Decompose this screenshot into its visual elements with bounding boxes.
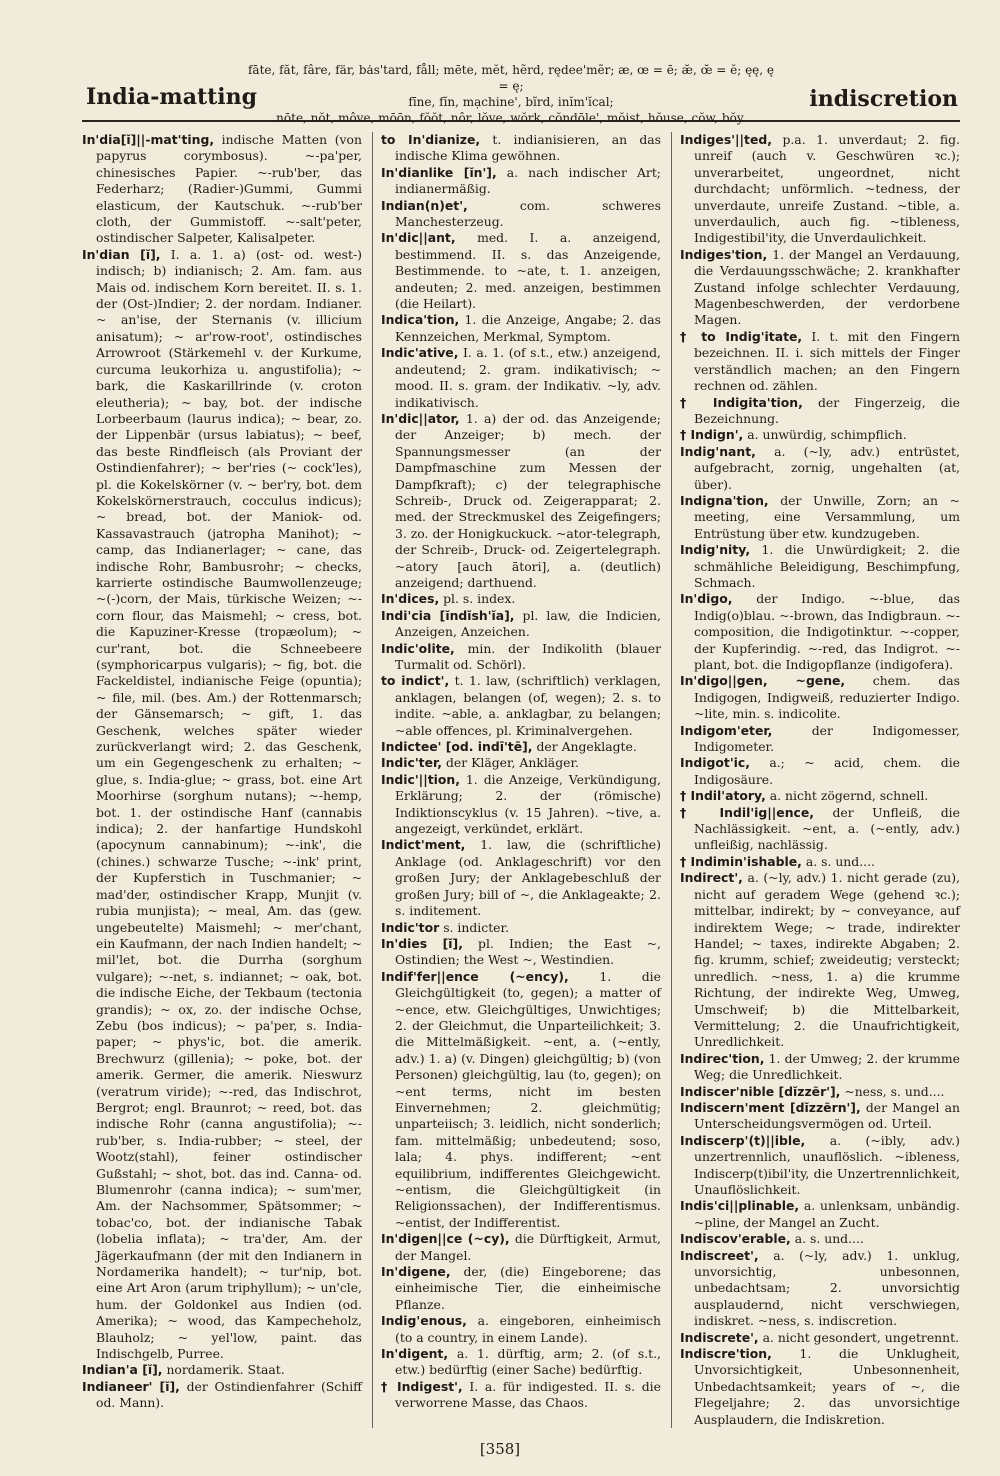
entry-headword: Indic'ative, xyxy=(381,345,459,361)
pronunciation-key-line: nōte, nŏt, môve, mōōn, fŏŏt, nôr, lŏve, wŏrk, cŏndōle', mŏist, hŏuse, cŏw, bŏy. xyxy=(276,111,746,125)
entry-columns xyxy=(82,132,960,1428)
entry-headword: Indiges'tion, xyxy=(680,246,768,262)
entry-headword: In'dia[ĭ]||-mat'ting, xyxy=(82,132,215,147)
dictionary-entry xyxy=(680,1083,960,1100)
entry-headword: Indict'ment, xyxy=(381,837,466,853)
entry-definition: a. nicht zögernd, schnell. xyxy=(769,788,929,804)
dictionary-entry xyxy=(381,230,661,312)
entry-headword: Indiges'||ted, xyxy=(680,132,772,147)
entry-headword: In'digen||ce (~cy), xyxy=(381,1231,510,1247)
entry-headword: † Indil'ig||ence, xyxy=(680,804,814,820)
entry-definition: a. (~ly, adv.) 1. unklug, unvorsichtig, unbesonnen, unbedachtsam; 2. unvorsichtig ausplaudernd, nicht verschwiegen, indiskret. ~ness, s. indiscretion. xyxy=(694,1247,960,1329)
entry-definition: pl. Indien; the East ~, Ostindien; the West ~, Westindien. xyxy=(395,935,661,968)
entry-definition: I. a. 1. a) (ost- od. west-) indisch; b) indianisch; 2. Am. fam. aus Mais od. indischem Korn bereitet. II. s. 1. der (Ost-)Indier; 2. der nordam. Indianer. ~ an'ise, der Sternanis (v. illicium anisatum); ~ ar'row-root', ostindisches Arrowroot (Stärkemehl v. der Kurkume, curcuma leukorhiza u. angustifolia); ~ bark, die Kaskarillrinde (v. croton eleutheria); ~ bay, bot. der indische Lorbeerbaum (laurus indica); ~ bear, zo. der Lippenbär (ursus labiatus); ~ beef, das beste Rindfleisch (als Proviant der Ostindienfahrer); ~ ber'ries (~ cock'les), pl. die Kokelskörner (v. ~ ber'ry, bot. dem Kokelskörnerstrauch, cocculus indicus); ~ bread, bot. der Maniok- od. Kassavastrauch (jatropha Manihot); ~ camp, das Indianerlager; ~ cane, das indische Rohr, Bambusrohr; ~ checks, karrierte ostindische Baumwollenzeuge; ~(-)corn, der Mais, türkische Weizen; ~-corn flour, das Maismehl; ~ cress, bot. die Kapuziner-Kresse (tropæolum); ~ cur'rant, bot. die Schneebeere (symphoricarpus vulgaris); ~ fig, bot. die Fackeldistel, indianische Feige (opuntia); ~ file, mil. (bes. Am.) der Rottenmarsch; der Gänsemarsch; ~ gift, 1. das Geschenk, welches später wieder zurückverlangt wird; 2. das Geschenk, um ein Gegengeschenk zu erhalten; ~ glue, s. India-glue; ~ grass, bot. eine Art Moorhirse (sorghum nutans); ~-hemp, bot. 1. der ostindische Hanf (cannabis indica); 2. der hanfartige Hundskohl (apocynum cannabinum); ~-ink', die (chines.) schwarze Tusche; ~-ink' print, der Kupferstich in Tuschmanier; ~ mad'der, ostindischer Krapp, Munjit (v. rubia munjista); ~ meal, Am. das (gew. ungebeutelte) Maismehl; ~ mer'chant, ein Kaufmann, der nach Indien handelt; ~ mil'let, bot. die Durrha (sorghum vulgare); ~-net, s. indiannet; ~ oak, bot. die indische Eiche, der Tekbaum (tectonia grandis); ~ ox, zo. der indische Ochse, Zebu (bos indicus); ~ pa'per, s. India-paper; ~ phys'ic, bot. die amerik. Brechwurz (gillenia); ~ poke, bot. der amerik. Germer, die amerik. Nieswurz (veratrum viride); ~-red, das Indischrot, Bergrot; engl. Braunrot; ~ reed, bot. das indische Rohr (canna angustifolia); ~-rub'ber, s. India-rubber; ~ steel, der Wootz(stahl), feiner ostindischer Gußstahl; ~ shot, bot. das ind. Canna- od. Blumenrohr (canna indica); ~ sum'mer, Am. der Nachsommer, Spätsommer; ~ tobac'co, bot. der indianische Tabak (lobelia inflata); ~ tra'der, Am. der Jägerkaufmann (der mit den Indianern in Nordamerika handelt); ~ tur'nip, bot. eine Art Aron (arum triphyllum); ~ un'cle, hum. der Goldonkel aus Indien (od. Amerika); ~ wood, das Kampecheholz, Blauholz; ~ yel'low, paint. das Indischgelb, Purree. xyxy=(96,246,362,1362)
entry-definition: a. eingeboren, einheimisch (to a country, in einem Lande). xyxy=(395,1313,661,1345)
entry-headword: In'dies [ĭ], xyxy=(381,935,463,951)
dictionary-entry xyxy=(381,919,661,936)
dictionary-entry xyxy=(381,1346,661,1379)
column-1 xyxy=(82,132,362,1428)
entry-headword: In'digent, xyxy=(381,1346,449,1362)
entry-definition: der Indigo. ~-blue, das Indig(o)blau. ~-brown, das Indigbraun. ~-composition, die Indigotinktur. ~-copper, der Kupferindig. ~-red, das Indigrot. ~-plant, bot. die Indigopflanze (indigofera). xyxy=(694,591,960,672)
entry-definition: a. s. und.... xyxy=(794,1231,864,1247)
entry-headword: † Indigest', xyxy=(381,1378,463,1394)
entry-headword: Indigna'tion, xyxy=(680,492,769,508)
dictionary-entry xyxy=(381,935,661,969)
entry-headword: In'digene, xyxy=(381,1264,451,1280)
entry-headword: Indig'nant, xyxy=(680,443,756,459)
dictionary-entry xyxy=(680,1329,960,1346)
entry-headword: Indirect', xyxy=(680,870,743,886)
dictionary-entry xyxy=(680,870,960,1050)
dictionary-entry xyxy=(381,640,661,674)
entry-definition: nordamerik. Staat. xyxy=(166,1362,285,1378)
entry-definition: der Kläger, Ankläger. xyxy=(445,755,579,771)
entry-definition: a. unlenksam, unbändig. ~pline, der Mangel an Zucht. xyxy=(694,1198,960,1230)
dictionary-entry xyxy=(680,1132,960,1199)
entry-definition: a. (~ly, adv.) 1. nicht gerade (zu), nicht auf geradem Wege (gehend ꝛc.); mittelbar, indirekt; by ~ conveyance, auf indirektem Wege; ~ trade, indirekter Handel; ~ taxes, indirekte Abgaben; 2. fig. krumm, schief; zweideutig; versteckt; unredlich. ~ness, 1. a) die krumme Richtung, der indirekte Weg, Umweg, Umschweif; b) die Mittelbarkeit, Vermittelung; 2. die Unaufrichtigkeit, Unredlichkeit. xyxy=(694,870,960,1050)
entry-headword: Indictee' [od. indī'tē], xyxy=(381,739,533,755)
entry-headword: Indiscov'erable, xyxy=(680,1231,791,1247)
entry-headword: In'digo, xyxy=(680,591,733,607)
entry-definition: I. a. 1. (of s.t., etw.) anzeigend, andeutend; 2. gram. indikativisch; ~ mood. II. s. gram. der Indikativ. ~ly, adv. indikativisch. xyxy=(395,345,661,410)
dictionary-entry xyxy=(680,1198,960,1231)
dictionary-entry xyxy=(381,1378,661,1412)
entry-definition: 1. der Mangel an Verdauung, die Verdauungsschwäche; 2. krankhafter Zustand infolge schlechter Verdauung, Magenbeschwerden, der verdorbene Magen. xyxy=(694,246,960,328)
dictionary-entry xyxy=(381,1313,661,1346)
dictionary-entry xyxy=(381,1231,661,1264)
dictionary-entry xyxy=(381,132,662,165)
entry-definition: 1. a) der od. das Anzeigende; der Anzeiger; b) mech. der Spannungsmesser (an der Dampfmaschine zum Messen der Dampfkraft); c) der telegraphische Schreib-, Druck od. Zeigerapparat; 2. med. der Streckmuskel des Zeigefingers; 3. zo. der Honigkuckuck. ~ator-telegraph, der Schreib-, Druck- od. Zeigertelegraph. ~atory [auch ātori], a. (deutlich) anzeigend; darthuend. xyxy=(395,410,661,590)
entry-definition: 1. die Unklugheit, Unvorsichtigkeit, Unbesonnenheit, Unbedachtsamkeit; years of ~, die Flegeljahre; 2. das unvorsichtige Ausplaudern, die Indiskretion. xyxy=(694,1346,960,1427)
dictionary-entry xyxy=(680,492,960,542)
dictionary-entry xyxy=(680,788,960,804)
dictionary-entry xyxy=(381,607,661,641)
entry-headword: † Indign', xyxy=(680,427,744,443)
entry-definition: 1. die Anzeige, Verkündigung, Erklärung; 2. der (römische) Indiktionscyklus (v. 15 Jahren). ~tive, a. angezeigt, verkündet, erklärt. xyxy=(395,771,661,837)
entry-headword: † Indigita'tion, xyxy=(680,394,803,410)
dictionary-entry xyxy=(381,755,661,771)
dictionary-entry xyxy=(680,132,960,247)
dictionary-entry xyxy=(381,1264,661,1313)
entry-definition: I. t. mit den Fingern bezeichnen. II. i. sich mittels der Finger verständlich machen; an den Fingern rechnen od. zählen. xyxy=(694,328,960,394)
entry-headword: In'digo||gen, ~gene, xyxy=(680,673,846,689)
entry-headword: Indif'fer||ence (~ency), xyxy=(381,968,569,984)
guide-word-right: indiscretion xyxy=(809,86,958,112)
entry-headword: Indiscreet', xyxy=(680,1247,759,1263)
pronunciation-key-line: fīne, fĭn, mạchine', bĩrd, inĭm'ĭcal; xyxy=(408,95,614,109)
entry-headword: † to Indig'itate, xyxy=(680,328,803,344)
entry-headword: Indig'nity, xyxy=(680,542,751,558)
entry-headword: Indiscrete', xyxy=(680,1329,759,1345)
entry-definition: ~ness, s. und.... xyxy=(844,1083,945,1099)
dictionary-entry xyxy=(680,1231,960,1247)
entry-definition: t. indianisieren, an das indische Klima gewöhnen. xyxy=(395,132,662,164)
dictionary-entry xyxy=(680,246,960,329)
dictionary-entry xyxy=(82,246,362,1363)
entry-definition: 1. der Umweg; 2. der krumme Weg; die Unredlichkeit. xyxy=(694,1050,960,1083)
entry-definition: der Indigomesser, Indigometer. xyxy=(694,722,960,755)
entry-headword: Indiscer'nible [dĭzzẽr'], xyxy=(680,1083,841,1099)
dictionary-entry xyxy=(82,1378,362,1412)
dictionary-entry xyxy=(381,591,661,607)
dictionary-entry xyxy=(680,1099,960,1133)
dictionary-entry xyxy=(680,804,960,854)
column-2 xyxy=(372,132,661,1428)
entry-definition: s. indicter. xyxy=(443,919,510,935)
dictionary-entry xyxy=(680,673,960,722)
entry-headword: † Indil'atory, xyxy=(680,788,766,804)
entry-headword: Indic'tor xyxy=(381,919,440,935)
entry-definition: a. s. und.... xyxy=(805,853,875,869)
entry-headword: Indigot'ic, xyxy=(680,755,750,771)
entry-definition: med. I. a. anzeigend, bestimmend. II. s. das Anzeigende, Bestimmende. to ~ate, t. 1. anzeigen, andeuten; 2. med. anzeigen, bestimmen (die Heilart). xyxy=(395,230,661,312)
dictionary-entry xyxy=(381,968,661,1232)
entry-headword: Indiscern'ment [dĭzzẽrn'], xyxy=(680,1099,861,1115)
entry-headword: Indic'olite, xyxy=(381,640,455,656)
dictionary-entry xyxy=(381,345,661,411)
entry-headword: Indiscerp'(t)||ible, xyxy=(680,1132,806,1148)
entry-headword: Indis'ci||plinable, xyxy=(680,1198,800,1214)
entry-headword: In'dices, xyxy=(381,591,440,607)
dictionary-entry xyxy=(680,542,960,591)
entry-definition: I. a. für indigested. II. s. die verworrene Masse, das Chaos. xyxy=(395,1378,661,1411)
entry-definition: 1. die Gleichgültigkeit (to, gegen); a matter of ~ence, etw. Gleichgültiges, Unwichtiges; 2. der Gleichmut, die Unparteilichkeit; 3. die Mittelmäßigkeit. ~ent, a. (~ently, adv.) 1. a) (v. Dingen) gleichgültig; b) (von Personen) gleichgültig, lau (to, gegen); on ~ent terms, nicht im besten Einvernehmen; 2. gleichmütig; unparteiisch; 3. leidlich, nicht sonderlich; fam. mittelmäßig; unbedeutend; soso, lala; 4. phys. indifferent; ~ent equilibrium, indifferentes Gleichgewicht. ~entism, die Gleichgültigkeit (in Religionssachen), der Indifferentismus. ~entist, der Indifferentist. xyxy=(395,968,661,1230)
entry-definition: p.a. 1. unverdaut; 2. fig. unreif (auch v. Geschwüren ꝛc.); unverarbeitet, ungeordnet, nicht durchdacht; unförmlich. ~tedness, der unverdaute, unreife Zustand. ~tible, a. unverdaulich, auch fig. ~tibleness, Indigestibil'ity, die Unverdaulichkeit. xyxy=(694,132,960,246)
entry-definition: a.; ~ acid, chem. die Indigosäure. xyxy=(694,755,960,787)
dictionary-entry xyxy=(680,394,960,428)
entry-definition: die Dürftigkeit, Armut, der Mangel. xyxy=(395,1231,661,1263)
entry-definition: a. (~ibly, adv.) unzertrennlich, unauflöslich. ~ibleness, Indiscerp(t)ibil'ity, die Unzertrennlichkeit, Unauflöslichkeit. xyxy=(694,1132,960,1197)
guide-word-left: India-matting xyxy=(86,84,258,110)
dictionary-entry xyxy=(82,132,362,247)
entry-headword: Indic'ter, xyxy=(381,755,443,771)
entry-definition: 1. law, die (schriftliche) Anklage (od. Anklageschrift) vor den großen Jury; der Anklagebeschluß der großen Jury; bill of ~, die Anklageakte; 2. s. inditement. xyxy=(395,837,661,919)
entry-headword: Indig'enous, xyxy=(381,1313,467,1329)
entry-headword: to In'dianize, xyxy=(381,132,481,147)
entry-definition: a. (~ly, adv.) entrüstet, aufgebracht, zornig, ungehalten (at, über). xyxy=(694,443,960,492)
entry-headword: Indian'a [ĭ], xyxy=(82,1362,163,1378)
entry-headword: In'dic||ant, xyxy=(381,230,456,246)
dictionary-entry xyxy=(680,1050,960,1084)
pronunciation-key xyxy=(242,62,780,126)
pronunciation-key-line: fāte, făt, fâre, fär, bȧs'tard, fåll; mēte, mĕt, hẽrd, rędee'mẽr; æ, œ = ē; æ̆, œ̆ = ĕ; ęę, ę = ę; xyxy=(247,63,775,93)
entry-definition: der Angeklagte. xyxy=(536,739,637,755)
entry-headword: † Indimin'ishable, xyxy=(680,853,802,869)
dictionary-entry xyxy=(381,771,661,838)
dictionary-entry xyxy=(680,1247,960,1330)
dictionary-entry xyxy=(680,755,960,788)
entry-headword: Indic'||tion, xyxy=(381,771,460,787)
entry-definition: der Mangel an Unterscheidungsvermögen od. Urteil. xyxy=(694,1099,960,1132)
entry-headword: Indirec'tion, xyxy=(680,1050,765,1066)
dictionary-entry xyxy=(381,312,661,345)
dictionary-entry xyxy=(381,164,661,198)
dictionary-entry xyxy=(381,739,661,755)
page-number: [358] xyxy=(479,1440,521,1458)
dictionary-entry xyxy=(680,427,960,443)
entry-headword: In'dianlike [ĭn'], xyxy=(381,164,497,180)
entry-definition: min. der Indikolith (blauer Turmalit od. Schörl). xyxy=(395,640,661,672)
entry-definition: a. 1. dürftig, arm; 2. (of s.t., etw.) bedürftig (einer Sache) bedürftig. xyxy=(395,1346,661,1378)
entry-headword: Indigom'eter, xyxy=(680,722,773,738)
dictionary-entry xyxy=(680,591,960,673)
entry-definition: pl. law, die Indicien, Anzeigen, Anzeichen. xyxy=(395,607,661,640)
entry-definition: a. nicht gesondert, ungetrennt. xyxy=(762,1329,960,1345)
entry-headword: Indica'tion, xyxy=(381,312,460,328)
entry-definition: chem. das Indigogen, Indigweiß, reduzierter Indigo. ~lite, min. s. indicolite. xyxy=(694,673,960,722)
entry-definition: der, (die) Eingeborene; das einheimische Tier, die einheimische Pflanze. xyxy=(395,1264,661,1312)
entry-definition: der Unfleiß, die Nachlässigkeit. ~ent, a. (~ently, adv.) unfleißig, nachlässig. xyxy=(694,804,960,853)
entry-headword: In'dian [ĭ], xyxy=(82,246,161,262)
dictionary-entry xyxy=(680,853,960,870)
entry-headword: Indiscre'tion, xyxy=(680,1346,772,1362)
dictionary-entry xyxy=(680,722,960,756)
dictionary-entry xyxy=(82,1362,362,1378)
entry-headword: to indict', xyxy=(381,673,450,689)
entry-headword: In'dic||ator, xyxy=(381,410,460,426)
entry-definition: der Ostindienfahrer (Schiff od. Mann). xyxy=(96,1378,362,1411)
entry-headword: Indianeer' [ĭ], xyxy=(82,1378,180,1394)
dictionary-entry xyxy=(381,837,661,919)
column-3 xyxy=(671,132,960,1428)
entry-definition: 1. die Anzeige, Angabe; 2. das Kennzeichen, Merkmal, Symptom. xyxy=(395,312,661,344)
dictionary-entry xyxy=(381,197,661,231)
entry-definition: a. unwürdig, schimpflich. xyxy=(747,427,907,443)
running-header xyxy=(82,62,960,125)
entry-headword: Indian(n)et', xyxy=(381,197,468,213)
entry-definition: 1. die Unwürdigkeit; 2. die schmähliche Beleidigung, Beschimpfung, Schmach. xyxy=(694,542,960,590)
entry-definition: a. nach indischer Art; indianermäßig. xyxy=(395,164,661,197)
entry-definition: indische Matten (von papyrus corymbosus). ~-pa'per, chinesisches Papier. ~-rub'ber, das Federharz; (Radier-)Gummi, Gummi elasticum, der Kautschuk. ~-rub'ber cloth, der Gummistoff. ~-salt'peter, ostindischer Salpeter, Kalisalpeter. xyxy=(96,132,362,246)
entry-definition: com. schweres Manchesterzeug. xyxy=(395,197,661,230)
entry-definition: t. 1. law, (schriftlich) verklagen, anklagen, belangen (of, wegen); 2. s. to indite. ~able, a. anklagbar, zu belangen; ~able offences, pl. Kriminalvergehen. xyxy=(395,673,661,738)
entry-definition: der Unwille, Zorn; an ~ meeting, eine Versammlung, um Entrüstung über etw. kundzugeben. xyxy=(694,492,960,541)
dictionary-entry xyxy=(381,673,661,739)
entry-headword: Indi'cia [ĭndĭsh'ĭa], xyxy=(381,607,515,623)
entry-definition: der Fingerzeig, die Bezeichnung. xyxy=(694,394,960,426)
dictionary-entry xyxy=(680,328,960,395)
dictionary-entry xyxy=(680,443,960,493)
dictionary-entry xyxy=(381,410,661,591)
dictionary-entry xyxy=(680,1346,960,1428)
entry-definition: pl. s. index. xyxy=(443,591,516,607)
